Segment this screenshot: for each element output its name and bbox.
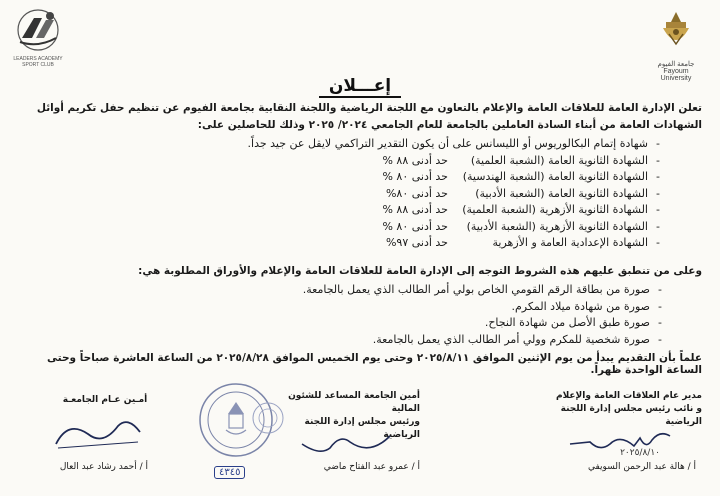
signatory-title: و نائب رئيس مجلس إدارة اللجنة الرياضية bbox=[560, 404, 702, 427]
intro-paragraph: تعلن الإدارة العامة للعلاقات العامة والإعلام بالتعاون مع اللجنة الرياضية واللجنة النقابية بجامعة الفيوم عن تنظيم حفل تكريم أوائل الشهادات العامة من أبناء السادة العاملين بالجامعة للعام الجامعي ٢٠٢٤/ ٢٠٢٥ وذلك للحاصلين على: bbox=[36, 102, 702, 131]
university-emblem-icon bbox=[651, 8, 701, 52]
signature-date: ٢٠٢٥/٨/١٠ bbox=[620, 448, 660, 458]
bullet-icon: - bbox=[658, 299, 662, 313]
signatory-title: ورئيس مجلس إدارة اللجنة الرياضية bbox=[304, 417, 420, 440]
signatory-pr-director bbox=[522, 390, 702, 429]
certificate-name: الشهادة الإعدادية العامة و الأزهرية bbox=[492, 236, 648, 249]
list-item bbox=[202, 332, 662, 349]
signatory-name: أ / هالة عبد الرحمن السويفي bbox=[587, 462, 696, 472]
bullet-icon: - bbox=[658, 283, 662, 296]
bachelor-requirement: شهادة إتمام البكالوريوس أو الليسانس على أن يكون التقدير التراكمي لايقل عن جيد جداً. bbox=[247, 137, 648, 150]
bullet-icon: - bbox=[656, 170, 660, 183]
conditions-intro: وعلى من تنطبق عليهم هذه الشروط التوجه إلى الإدارة العامة للعلاقات العامة والإعلام والأوراق المطلوبة هي: bbox=[138, 265, 702, 277]
signatory-title: مدير عام العلاقات العامة والإعلام bbox=[555, 391, 702, 401]
university-name-en: Fayoum University bbox=[660, 68, 692, 82]
signatory-secretary-general bbox=[55, 394, 155, 407]
signatory-title: أمين الجامعة المساعد للشئون المالية bbox=[288, 391, 420, 414]
document-item: صورة طبق الأصل من شهادة النجاح. bbox=[484, 316, 650, 329]
signatory-name: أ / عمرو عبد الفتاح ماضي bbox=[323, 462, 420, 472]
sports-club-logo-icon bbox=[12, 8, 64, 54]
certificate-name: الشهادة الثانوية الأزهرية (الشعبة الأدبية) bbox=[466, 219, 648, 233]
signature-icon bbox=[48, 416, 148, 452]
list-item bbox=[230, 153, 660, 170]
minimum-grade: حد أدنى ٩٧% bbox=[385, 236, 448, 249]
signature-icon bbox=[290, 430, 400, 458]
bullet-icon: - bbox=[658, 316, 662, 329]
minimum-grade: حد أدنى ٨٨ % bbox=[382, 153, 448, 167]
sports-club-logo-caption: LEADERS ACADEMY SPORT CLUB bbox=[13, 56, 63, 68]
bullet-icon: - bbox=[656, 153, 660, 167]
certificate-name: الشهادة الثانوية الأزهرية (الشعبة العلمية) bbox=[462, 203, 648, 216]
minimum-grade: حد أدنى ٨٠ % bbox=[382, 219, 448, 233]
list-item bbox=[230, 186, 660, 203]
bullet-icon: - bbox=[656, 219, 660, 233]
certificate-name: الشهادة الثانوية العامة (الشعبة الأدبية) bbox=[475, 186, 648, 200]
university-name-ar: جامعة الفيوم bbox=[657, 61, 695, 68]
list-item bbox=[230, 219, 660, 236]
minimum-grade: حد أدنى ٨٠% bbox=[385, 186, 448, 200]
announcement-title-text: إعـــلان bbox=[319, 76, 401, 98]
application-deadline: علماً بأن التقديم يبدأ من يوم الإثنين الموافق ٢٠٢٥/٨/١١ وحتى يوم الخميس الموافق ٢٠٢٥/٨/٢٨ من الساعة العاشرة صباحاً وحتى الساعة الواحدة ظهراً. bbox=[47, 352, 702, 376]
requirements-list bbox=[230, 136, 660, 252]
minimum-grade: حد أدنى ٨٠ % bbox=[382, 170, 448, 183]
list-item bbox=[230, 169, 660, 186]
announcement-title bbox=[0, 76, 720, 96]
document-item: صورة من شهادة ميلاد المكرم. bbox=[511, 299, 650, 313]
document-item: صورة شخصية للمكرم وولي أمر الطالب الذي يعمل بالجامعة. bbox=[372, 332, 650, 346]
signatory-name: أ / أحمد رشاد عبد العال bbox=[59, 462, 148, 472]
bullet-icon: - bbox=[658, 332, 662, 346]
list-item bbox=[202, 299, 662, 316]
document-item: صورة من بطاقة الرقم القومي الخاص بولي أمر الطالب الذي يعمل بالجامعة. bbox=[302, 283, 650, 296]
list-item bbox=[230, 235, 660, 252]
certificate-name: الشهادة الثانوية العامة (الشعبة العلمية) bbox=[470, 153, 648, 167]
bullet-icon: - bbox=[656, 186, 660, 200]
list-item bbox=[230, 136, 660, 153]
bullet-icon: - bbox=[656, 137, 660, 150]
certificate-name: الشهادة الثانوية العامة (الشعبة الهندسية) bbox=[462, 170, 648, 183]
minimum-grade: حد أدنى ٨٨ % bbox=[382, 203, 448, 216]
list-item bbox=[202, 315, 662, 332]
small-stamp-icon bbox=[250, 400, 286, 436]
signatory-title: أمـين عـام الجامعـة bbox=[62, 395, 148, 405]
bullet-icon: - bbox=[656, 236, 660, 249]
list-item bbox=[230, 202, 660, 219]
bullet-icon: - bbox=[656, 203, 660, 216]
stamp-number: ٤٣٤٥ bbox=[214, 466, 245, 479]
sports-club-logo bbox=[12, 8, 64, 68]
university-logo bbox=[648, 8, 704, 82]
required-documents-list bbox=[202, 282, 662, 348]
list-item bbox=[202, 282, 662, 299]
